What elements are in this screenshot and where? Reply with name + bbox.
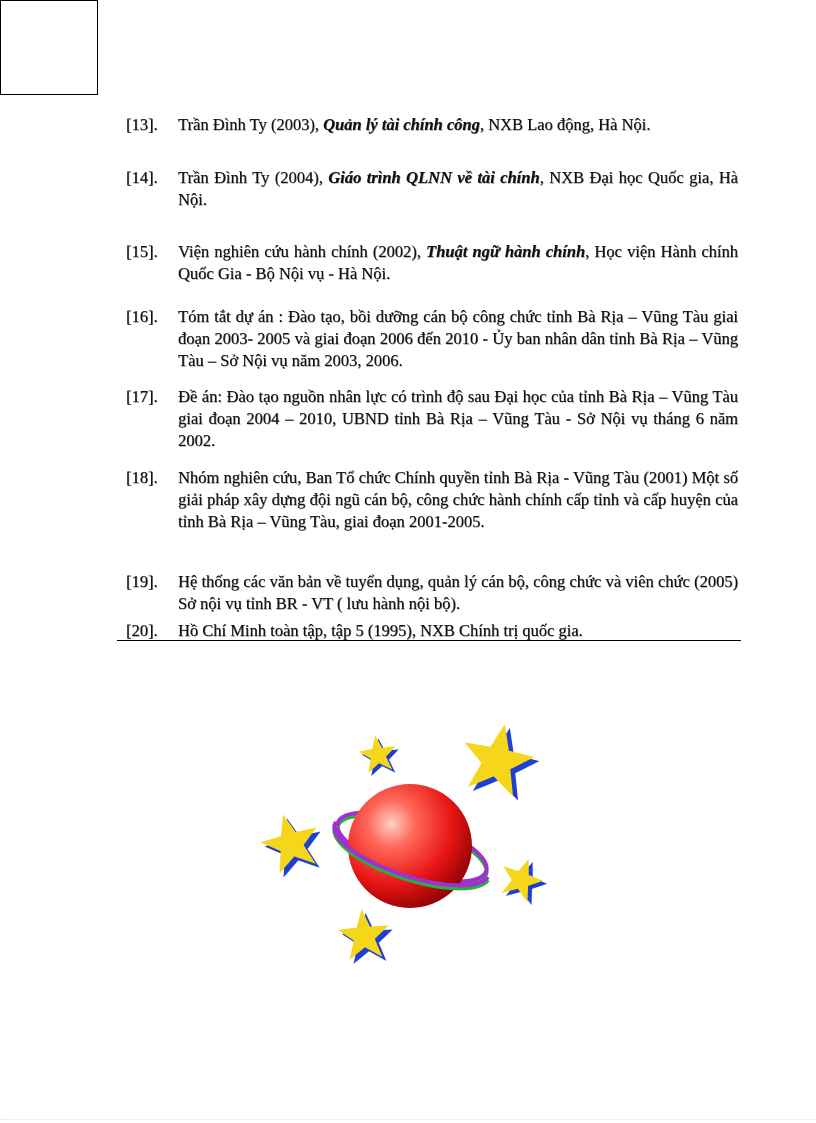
- reference-number: [19].: [126, 572, 158, 591]
- planet-with-stars-icon: [250, 725, 560, 975]
- page-bottom-edge: [0, 1119, 816, 1120]
- star-right: [495, 852, 553, 908]
- reference-item: [126, 467, 738, 533]
- reference-item: [126, 241, 738, 285]
- reference-title: Quản lý tài chính công: [323, 115, 480, 134]
- reference-number: [20].: [126, 621, 158, 640]
- reference-text: Nhóm nghiên cứu, Ban Tổ chức Chính quyền tỉnh Bà Rịa - Vũng Tàu (2001) Một số giải pháp xây dựng đội ngũ cán bộ, công chức hành chính cấp tỉnh và cấp huyện của tỉnh Bà Rịa – Vũng Tàu, giai đoạn 2001-2005.: [178, 468, 738, 531]
- reference-text: Trần Đình Ty (2003), Quản lý tài chính công, NXB Lao động, Hà Nội.: [178, 115, 651, 134]
- reference-text: Viện nghiên cứu hành chính (2002), Thuật ngữ hành chính, Học viện Hành chính Quốc Gia - Bộ Nội vụ - Hà Nội.: [178, 242, 738, 283]
- reference-item: [126, 386, 738, 452]
- star-bottom: [336, 907, 395, 965]
- reference-item: [126, 306, 738, 372]
- reference-text: Trần Đình Ty (2004), Giáo trình QLNN về tài chính, NXB Đại học Quốc gia, Hà Nội.: [178, 168, 739, 209]
- star-top-right: [456, 725, 545, 803]
- reference-number: [13].: [126, 115, 158, 134]
- corner-box: [0, 0, 98, 95]
- reference-text: Tóm tắt dự án : Đào tạo, bồi dưỡng cán bộ công chức tỉnh Bà Rịa – Vũng Tàu giai đoạn 2003- 2005 và giai đoạn 2006 đến 2010 - Ủy ban nhân dân tỉnh Bà Rịa – Vũng Tàu – Sở Nội vụ năm 2003, 2006.: [178, 307, 738, 370]
- reference-text: Hồ Chí Minh toàn tập, tập 5 (1995), NXB Chính trị quốc gia.: [178, 621, 583, 640]
- star-left: [255, 807, 329, 880]
- reference-number: [14].: [126, 168, 158, 187]
- divider-line: [117, 640, 741, 641]
- reference-number: [16].: [126, 307, 158, 326]
- reference-item: [126, 114, 738, 136]
- reference-text: Hệ thống các văn bản về tuyển dụng, quản lý cán bộ, công chức và viên chức (2005) Sở nội vụ tỉnh BR - VT ( lưu hành nội bộ).: [178, 572, 738, 613]
- reference-item: [126, 620, 738, 642]
- reference-title: Thuật ngữ hành chính: [426, 242, 586, 261]
- reference-number: [18].: [126, 468, 158, 487]
- reference-number: [17].: [126, 387, 158, 406]
- reference-item: [126, 167, 738, 211]
- reference-item: [126, 571, 738, 615]
- reference-text: Đề án: Đào tạo nguồn nhân lực có trình độ sau Đại học của tỉnh Bà Rịa – Vũng Tàu giai đoạn 2004 – 2010, UBND tỉnh Bà Rịa – Vũng Tàu - Sở Nội vụ tháng 6 năm 2002.: [178, 387, 738, 450]
- reference-number: [15].: [126, 242, 158, 261]
- reference-title: Giáo trình QLNN về tài chính: [328, 168, 540, 187]
- star-top-left: [357, 733, 402, 777]
